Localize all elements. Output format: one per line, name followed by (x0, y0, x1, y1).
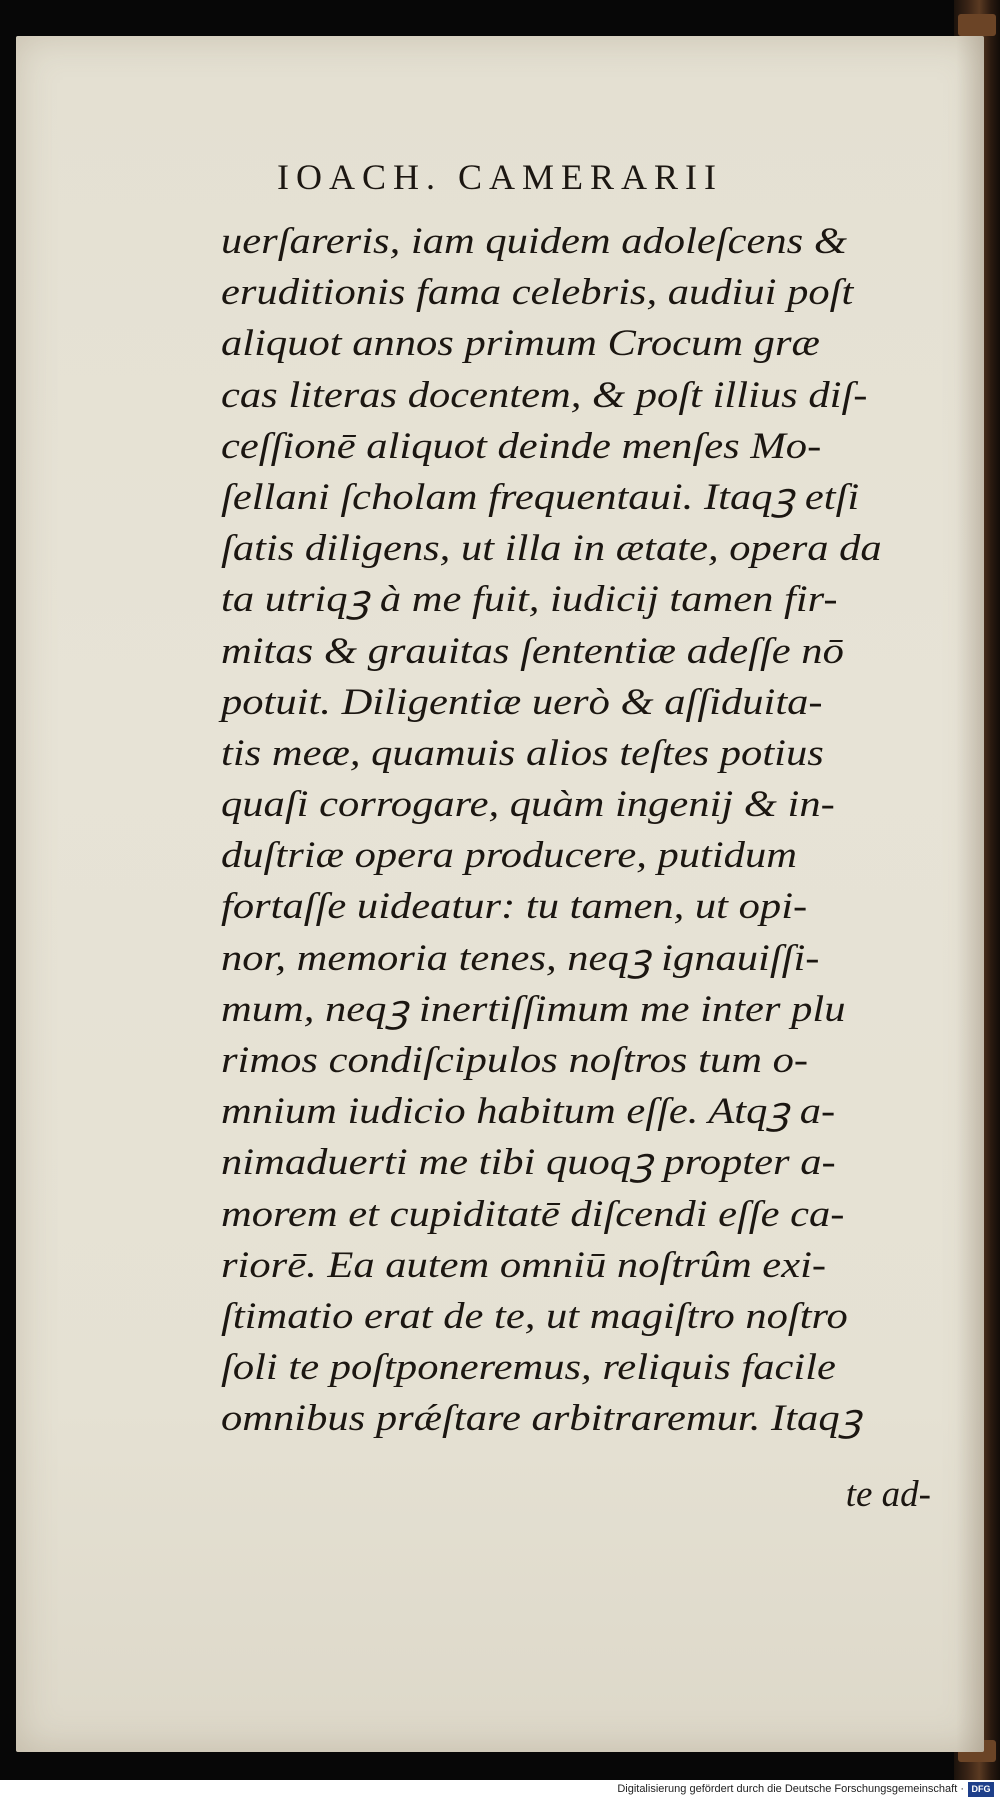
text-line: ſatis diligens, ut illa in ætate, opera da (221, 528, 882, 570)
catchword: te ad- (845, 1474, 931, 1515)
text-line: potuit. Diligentiæ uerò & aſſiduita- (221, 681, 823, 723)
text-line: fortaſſe uideatur: tu tamen, ut opi- (221, 886, 808, 928)
footer-bar (0, 1780, 1000, 1800)
text-line: tis meæ, quamuis alios teſtes potius (221, 732, 824, 774)
page-text (221, 216, 931, 1445)
text-line: mnium iudicio habitum eſſe. Atqꝫ a- (221, 1091, 836, 1133)
text-line: uerſareris, iam quidem adoleſcens & (221, 221, 847, 262)
text-line: mitas & grauitas ſententiæ adeſſe nō (221, 630, 844, 672)
text-line: cas literas docentem, & poſt illius diſ- (221, 374, 868, 416)
text-line: riorē. Ea autem omniū noſtrûm exi- (221, 1244, 827, 1286)
text-line: aliquot annos primum Crocum græ (221, 323, 820, 365)
text-line: nor, memoria tenes, neqꝫ ignauiſſi- (221, 937, 820, 979)
text-line: mum, neqꝫ inertiſſimum me inter plu (221, 988, 846, 1030)
running-head: IOACH. CAMERARII (276, 157, 723, 197)
text-line: omnibus prǽſtare arbitraremur. Itaqꝫ (221, 1398, 862, 1440)
dfg-logo: DFG (968, 1782, 994, 1797)
text-line: morem et cupiditatē diſcendi eſſe ca- (221, 1193, 845, 1235)
text-line: quaſi corrogare, quàm ingenij & in- (221, 784, 835, 826)
text-line: ſellani ſcholam frequentaui. Itaqꝫ etſi (221, 476, 860, 518)
text-line: ta utriqꝫ à me fuit, iudicij tamen fir- (221, 579, 838, 621)
text-line: nimaduerti me tibi quoqꝫ propter a- (221, 1142, 836, 1184)
text-line: eruditionis fama celebris, audiui poſt (221, 272, 854, 314)
text-line: ſoli te poſtponeremus, reliquis facile (221, 1347, 836, 1389)
edge-mark (958, 14, 996, 36)
text-line: rimos condiſcipulos noſtros tum o- (221, 1040, 809, 1081)
digitization-credit: Digitalisierung gefördert durch die Deutsche Forschungsgemeinschaft · (617, 1783, 964, 1795)
book-page (16, 36, 984, 1752)
text-line: duſtriæ opera producere, putidum (221, 835, 797, 877)
text-line: ceſſionē aliquot deinde menſes Mo- (221, 425, 822, 467)
text-line: ſtimatio erat de te, ut magiſtro noſtro (221, 1295, 848, 1337)
